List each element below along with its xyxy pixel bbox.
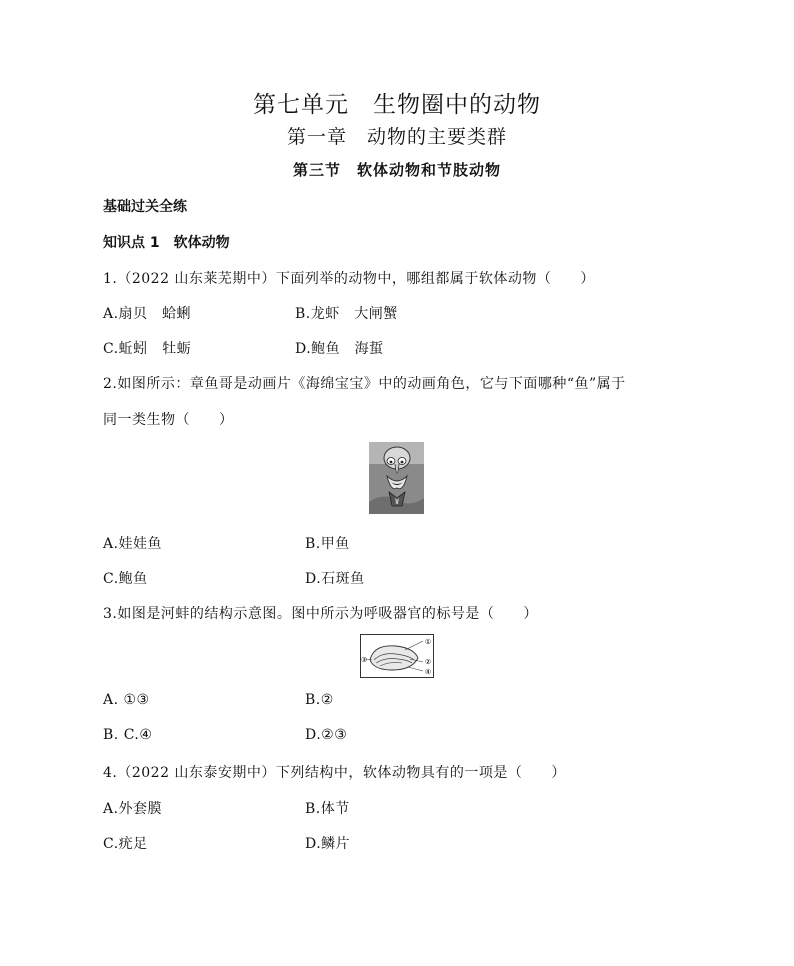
practice-heading: 基础过关全练 bbox=[103, 199, 187, 215]
q1-option-c: C.蚯蚓 牡蛎 bbox=[103, 341, 192, 357]
q2-option-a: A.娃娃鱼 bbox=[103, 536, 163, 552]
q1-option-b: B.龙虾 大闸蟹 bbox=[295, 306, 398, 322]
chapter-title: 第一章 动物的主要类群 bbox=[286, 126, 507, 148]
mussel-diagram-svg bbox=[360, 634, 434, 678]
unit-title: 第七单元 生物圈中的动物 bbox=[253, 92, 541, 118]
q4-option-c: C.疣足 bbox=[103, 836, 148, 852]
q4-option-a: A.外套膜 bbox=[103, 801, 163, 817]
mussel-structure-diagram bbox=[360, 634, 434, 678]
label-4: ④ bbox=[424, 668, 432, 676]
knowledge-point-heading: 知识点 1 软体动物 bbox=[103, 235, 230, 251]
q2-option-d: D.石斑鱼 bbox=[305, 571, 365, 587]
question-4-stem: 4.（2022 山东泰安期中）下列结构中，软体动物具有的一项是（ ） bbox=[103, 765, 566, 781]
q3-option-b: B.② bbox=[305, 692, 334, 708]
q2-option-b: B.甲鱼 bbox=[305, 536, 350, 552]
question-2-stem-line1: 2.如图所示：章鱼哥是动画片《海绵宝宝》中的动画角色，它与下面哪种“鱼”属于 bbox=[103, 376, 626, 392]
squidward-illustration bbox=[369, 442, 424, 514]
q4-option-b: B.体节 bbox=[305, 801, 350, 817]
squidward-image bbox=[369, 442, 424, 514]
section-title: 第三节 软体动物和节肢动物 bbox=[292, 161, 501, 179]
label-1: ① bbox=[424, 638, 432, 646]
question-2-stem-line2: 同一类生物（ ） bbox=[103, 412, 234, 428]
q3-option-d: D.②③ bbox=[305, 727, 348, 743]
question-3-stem: 3.如图是河蚌的结构示意图。图中所示为呼吸器官的标号是（ ） bbox=[103, 606, 538, 622]
question-1-stem: 1.（2022 山东莱芜期中）下面列举的动物中，哪组都属于软体动物（ ） bbox=[103, 271, 595, 287]
q2-option-c: C.鲍鱼 bbox=[103, 571, 148, 587]
q1-option-d: D.鲍鱼 海蜇 bbox=[295, 341, 384, 357]
q1-option-a: A.扇贝 蛤蜊 bbox=[103, 306, 192, 322]
label-2: ② bbox=[424, 658, 432, 666]
q3-option-c: B. C.④ bbox=[103, 727, 153, 743]
q3-option-a: A. ①③ bbox=[103, 692, 150, 708]
label-3: ③ bbox=[360, 656, 368, 664]
q4-option-d: D.鳞片 bbox=[305, 836, 351, 852]
